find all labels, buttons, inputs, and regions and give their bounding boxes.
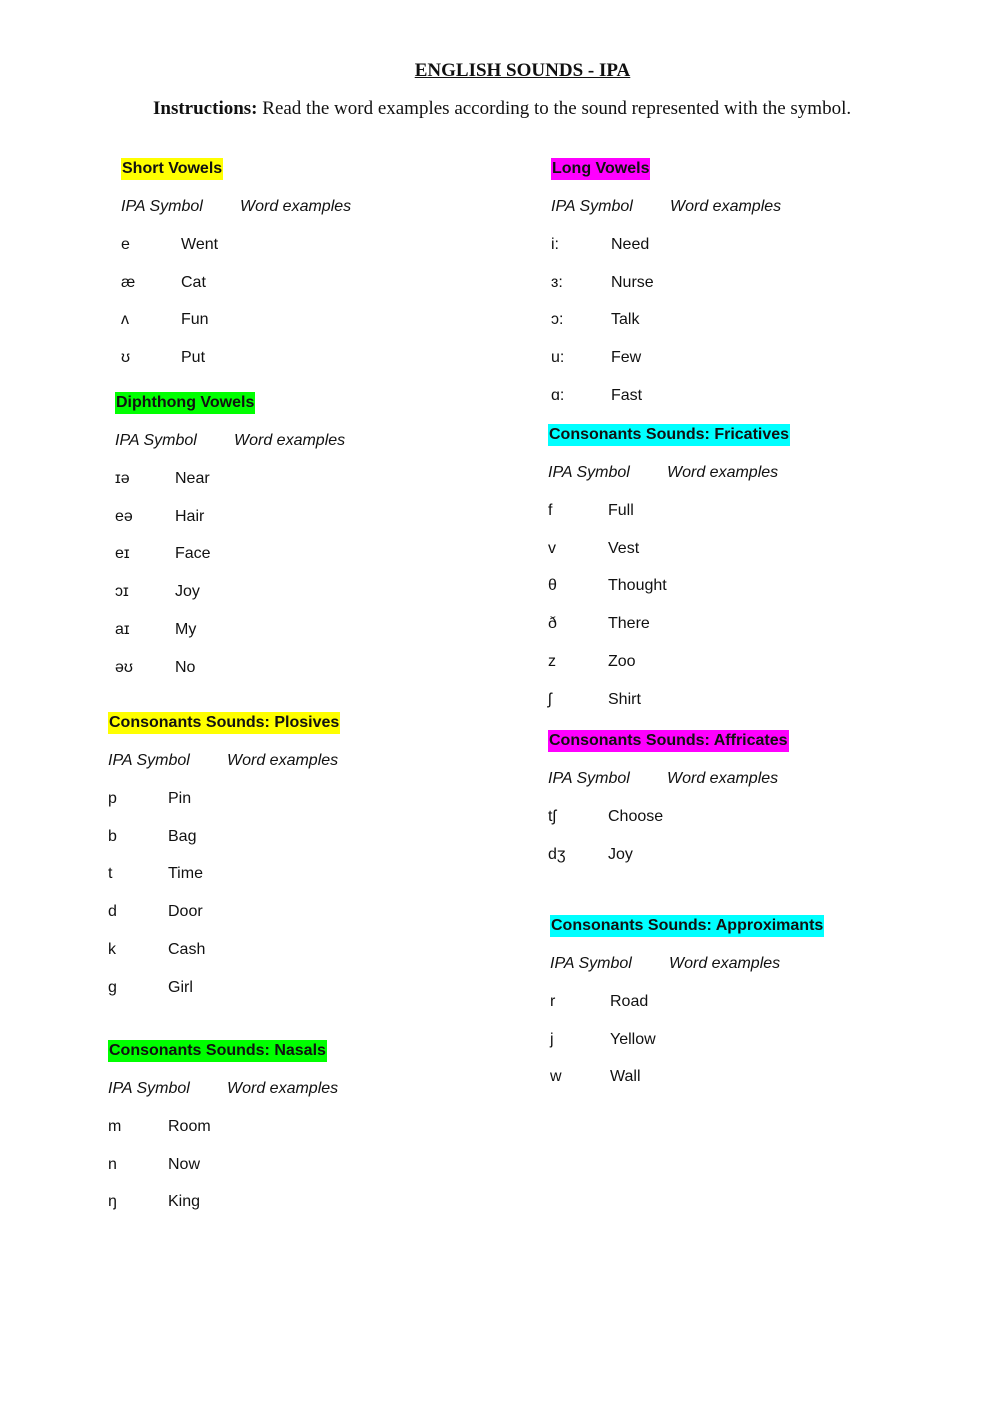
- ipa-symbol: tʃ: [548, 807, 556, 825]
- word-example: Road: [610, 992, 649, 1010]
- word-example: Joy: [175, 583, 200, 601]
- column-header-row: [121, 196, 351, 234]
- sound-row: [108, 1154, 338, 1192]
- section-affricates: [548, 730, 789, 881]
- ipa-symbol: k: [108, 940, 116, 958]
- section-title: Long Vowels: [551, 158, 650, 180]
- word-example: There: [608, 615, 650, 633]
- section-title: Consonants Sounds: Fricatives: [548, 424, 790, 446]
- sound-row: [115, 581, 345, 619]
- word-example: Hair: [175, 507, 205, 525]
- sound-row: [551, 234, 781, 272]
- ipa-symbol-header: IPA Symbol: [548, 464, 630, 481]
- ipa-symbol-header: IPA Symbol: [108, 752, 190, 769]
- section-title: Consonants Sounds: Affricates: [548, 730, 789, 752]
- ipa-symbol: ð: [548, 615, 557, 633]
- word-example: King: [168, 1193, 201, 1211]
- ipa-symbol: g: [108, 978, 117, 996]
- ipa-symbol: v: [548, 539, 556, 557]
- sound-row: [115, 468, 345, 506]
- section-title: Consonants Sounds: Plosives: [108, 712, 340, 734]
- ipa-symbol: n: [108, 1155, 117, 1173]
- word-example: Fast: [611, 386, 643, 404]
- section-diphthong-vowels: [115, 392, 345, 695]
- sound-row: [551, 309, 781, 347]
- ipa-symbol: j: [550, 1030, 554, 1048]
- word-example: Full: [608, 501, 634, 519]
- sound-row: [548, 538, 790, 576]
- word-example: Wall: [610, 1068, 641, 1086]
- sound-row: [115, 657, 345, 695]
- word-example: Yellow: [610, 1030, 656, 1048]
- sound-row: [551, 385, 781, 423]
- ipa-symbol: dʒ: [548, 845, 566, 863]
- word-examples-header: Word examples: [667, 770, 779, 787]
- word-example: Went: [181, 235, 219, 253]
- word-example: Near: [175, 469, 210, 487]
- word-example: Zoo: [608, 652, 636, 670]
- sound-row: [548, 651, 790, 689]
- word-examples-header: Word examples: [227, 1080, 339, 1097]
- ipa-symbol: ɪə: [115, 469, 130, 487]
- ipa-symbol: z: [548, 652, 556, 670]
- ipa-symbol: r: [550, 992, 556, 1010]
- word-examples-header: Word examples: [667, 464, 779, 481]
- sound-row: [115, 506, 345, 544]
- word-example: Bag: [168, 827, 197, 845]
- section-title: Diphthong Vowels: [115, 392, 255, 414]
- ipa-symbol-header: IPA Symbol: [121, 198, 203, 215]
- word-examples-header: Word examples: [234, 432, 346, 449]
- ipa-symbol-header: IPA Symbol: [548, 770, 630, 787]
- ipa-symbol: aɪ: [115, 620, 130, 638]
- ipa-symbol: w: [550, 1068, 562, 1086]
- column-header-row: [108, 1078, 338, 1116]
- sound-row: [548, 613, 790, 651]
- section-approximants: [550, 915, 824, 1104]
- ipa-symbol: ʃ: [548, 690, 552, 708]
- ipa-symbol-header: IPA Symbol: [115, 432, 197, 449]
- sound-row: [121, 272, 351, 310]
- instructions: [153, 98, 953, 120]
- word-example: My: [175, 620, 197, 638]
- instructions-label: Instructions:: [153, 98, 258, 119]
- word-examples-header: Word examples: [669, 955, 781, 972]
- ipa-symbol: ŋ: [108, 1193, 117, 1211]
- sound-row: [550, 991, 824, 1029]
- column-header-row: [548, 768, 789, 806]
- word-examples-header: Word examples: [240, 198, 352, 215]
- ipa-symbol: ɑ:: [551, 386, 565, 404]
- sound-row: [550, 1066, 824, 1104]
- column-header-row: [551, 196, 781, 234]
- sound-row: [548, 575, 790, 613]
- sound-row: [108, 1116, 338, 1154]
- sound-row: [548, 500, 790, 538]
- word-example: Need: [611, 235, 650, 253]
- ipa-symbol: ɜ:: [551, 273, 563, 291]
- word-examples-header: Word examples: [227, 752, 339, 769]
- word-example: Time: [168, 865, 203, 883]
- ipa-symbol: f: [548, 501, 553, 519]
- word-example: Put: [181, 349, 206, 367]
- section-fricatives: [548, 424, 790, 727]
- ipa-symbol: i:: [551, 235, 559, 253]
- ipa-symbol: ʌ: [121, 311, 129, 329]
- word-example: Fun: [181, 311, 209, 329]
- word-example: No: [175, 658, 196, 676]
- sound-row: [550, 1029, 824, 1067]
- ipa-symbol: θ: [548, 577, 557, 595]
- section-title: Short Vowels: [121, 158, 223, 180]
- ipa-symbol-header: IPA Symbol: [550, 955, 632, 972]
- sound-row: [548, 689, 790, 727]
- sound-row: [115, 619, 345, 657]
- sound-row: [108, 977, 340, 1015]
- ipa-symbol: e: [121, 235, 130, 253]
- ipa-symbol: eɪ: [115, 545, 130, 563]
- section-title: Consonants Sounds: Approximants: [550, 915, 824, 937]
- word-example: Pin: [168, 789, 192, 807]
- sound-row: [548, 806, 789, 844]
- word-example: Joy: [608, 845, 633, 863]
- word-example: Girl: [168, 978, 193, 996]
- sound-row: [108, 939, 340, 977]
- word-example: Door: [168, 903, 203, 921]
- sound-row: [108, 826, 340, 864]
- ipa-symbol: ɔɪ: [115, 583, 129, 601]
- ipa-symbol: m: [108, 1117, 122, 1135]
- ipa-symbol: t: [108, 865, 113, 883]
- word-example: Vest: [608, 539, 640, 557]
- section-plosives: [108, 712, 340, 1015]
- word-example: Cat: [181, 273, 206, 291]
- sound-row: [115, 543, 345, 581]
- column-header-row: [115, 430, 345, 468]
- ipa-symbol-header: IPA Symbol: [551, 198, 633, 215]
- sound-row: [551, 347, 781, 385]
- ipa-symbol: ɔ:: [551, 311, 564, 329]
- section-nasals: [108, 1040, 338, 1229]
- sound-row: [108, 863, 340, 901]
- instructions-text: Read the word examples according to the sound represented with the symbol.: [257, 98, 852, 119]
- word-example: Choose: [608, 807, 664, 825]
- ipa-symbol: u:: [551, 349, 565, 367]
- word-example: Thought: [608, 577, 667, 595]
- sound-row: [551, 272, 781, 310]
- ipa-symbol: p: [108, 789, 117, 807]
- word-example: Now: [168, 1155, 201, 1173]
- word-example: Few: [611, 349, 642, 367]
- word-example: Face: [175, 545, 211, 563]
- sound-row: [108, 788, 340, 826]
- word-example: Cash: [168, 940, 206, 958]
- ipa-symbol: eə: [115, 507, 133, 525]
- word-example: Shirt: [608, 690, 641, 708]
- ipa-symbol: b: [108, 827, 117, 845]
- section-title: Consonants Sounds: Nasals: [108, 1040, 327, 1062]
- sound-row: [121, 234, 351, 272]
- column-header-row: [550, 953, 824, 991]
- ipa-symbol: d: [108, 903, 117, 921]
- sound-row: [121, 309, 351, 347]
- column-header-row: [108, 750, 340, 788]
- column-header-row: [548, 462, 790, 500]
- page-title: ENGLISH SOUNDS - IPA: [414, 60, 631, 81]
- ipa-symbol: ʊ: [121, 349, 131, 367]
- ipa-symbol: əʊ: [115, 658, 133, 676]
- word-example: Talk: [611, 311, 640, 329]
- section-long-vowels: [551, 158, 781, 423]
- ipa-symbol-header: IPA Symbol: [108, 1080, 190, 1097]
- word-examples-header: Word examples: [670, 198, 782, 215]
- ipa-symbol: æ: [121, 273, 136, 291]
- word-example: Nurse: [611, 273, 654, 291]
- sound-row: [108, 901, 340, 939]
- sound-row: [121, 347, 351, 385]
- section-short-vowels: [121, 158, 351, 385]
- sound-row: [108, 1191, 338, 1229]
- sound-row: [548, 844, 789, 882]
- word-example: Room: [168, 1117, 211, 1135]
